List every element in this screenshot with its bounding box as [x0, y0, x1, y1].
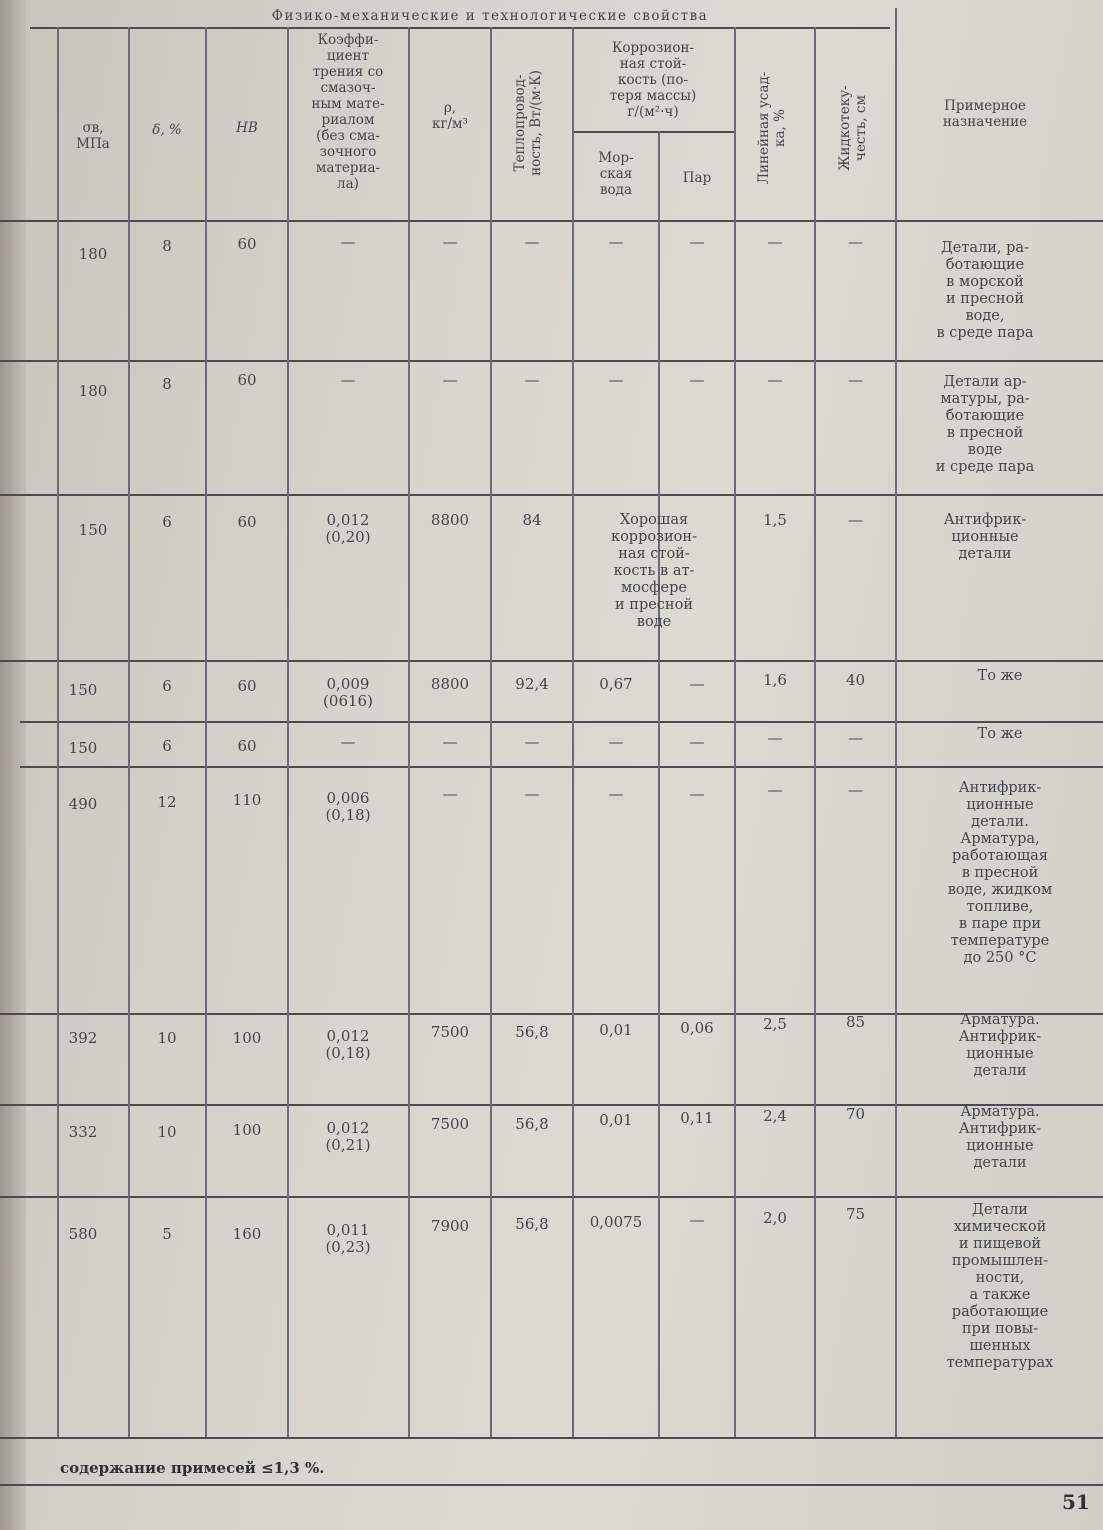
cell-fluid: —	[848, 729, 863, 747]
cell-friction: 0,012 (0,20)	[325, 511, 371, 546]
cell-friction: —	[340, 733, 356, 751]
cell-sigma: 180	[78, 382, 108, 400]
cell-sea: —	[608, 785, 624, 803]
cell-steam: —	[689, 233, 705, 251]
cell-steam: —	[689, 371, 705, 389]
cell-shrink: —	[767, 781, 783, 799]
cell-hb: 100	[232, 1121, 262, 1139]
cell-sigma: 392	[68, 1029, 98, 1047]
cell-fluid: —	[848, 511, 863, 529]
cell-fluid: —	[848, 781, 863, 799]
cell-fluid: —	[848, 233, 863, 251]
cell-thermal: —	[524, 233, 540, 251]
row-rule	[0, 360, 1103, 362]
row-rule	[0, 494, 1103, 496]
cell-friction: 0,006 (0,18)	[325, 789, 371, 824]
cell-fluid: 75	[845, 1205, 866, 1223]
cell-thermal: —	[524, 785, 540, 803]
cell-hb: 60	[237, 513, 257, 531]
cell-steam: —	[689, 1211, 705, 1229]
cell-sigma: 150	[68, 681, 98, 699]
cell-sigma: 180	[78, 245, 108, 263]
cell-purpose: Антифрик- ционные детали. Арматура, работающая в пресной воде, жидком топливе, в паре при температуре до 250 °С	[947, 780, 1053, 966]
cell-delta: 6	[162, 513, 172, 531]
header-density: ρ, кг/м³	[432, 100, 468, 132]
column-rule	[658, 131, 660, 1437]
cell-hb: 60	[237, 235, 257, 253]
cell-density: 7500	[430, 1115, 470, 1133]
cell-purpose: Детали химической и пищевой промышлен- ности, а также работающие при повы- шенных температурах	[946, 1202, 1054, 1371]
cell-friction: —	[340, 233, 356, 251]
cell-thermal: 92,4	[515, 675, 549, 693]
cell-shrink: —	[767, 233, 783, 251]
cell-sigma: 580	[68, 1225, 98, 1243]
header-sigma: σв, МПа	[76, 120, 110, 152]
cell-friction: 0,009 (0616)	[323, 675, 373, 710]
cell-purpose: Антифрик- ционные детали	[943, 512, 1027, 562]
cell-thermal: —	[524, 371, 540, 389]
cell-density: 7900	[430, 1217, 470, 1235]
cell-friction: 0,011 (0,23)	[325, 1221, 371, 1256]
cell-fluid: —	[848, 371, 863, 389]
cell-delta: 8	[162, 237, 172, 255]
cell-shrink: 1,6	[763, 671, 787, 689]
cell-shrink: 1,5	[763, 511, 787, 529]
cell-shrink: 2,5	[763, 1015, 787, 1033]
cell-sigma: 150	[68, 739, 98, 757]
row-rule	[0, 1196, 1103, 1198]
cell-sea: 0,67	[599, 675, 633, 693]
corrosion-subheader-rule	[572, 131, 734, 133]
cell-sigma: 332	[68, 1123, 98, 1141]
cell-fluid: 70	[845, 1105, 866, 1123]
cell-sea: 0,01	[599, 1021, 633, 1039]
cell-delta: 10	[157, 1029, 177, 1047]
group-title: Физико-механические и технологические свойства	[271, 8, 709, 24]
header-fluidity: Жидкотеку- честь, см	[837, 85, 869, 171]
header-delta: δ, %	[152, 122, 182, 138]
cell-thermal: 56,8	[515, 1115, 549, 1133]
cell-thermal: 56,8	[515, 1215, 549, 1233]
footnote-rule	[0, 1484, 1103, 1486]
cell-shrink: —	[767, 729, 783, 747]
header-steam: Пар	[682, 170, 712, 186]
cell-hb: 60	[237, 371, 257, 389]
cell-hb: 110	[232, 791, 262, 809]
cell-shrink: —	[767, 371, 783, 389]
header-corrosion: Коррозион- ная стой- кость (по- теря массы) г/(м²·ч)	[609, 40, 697, 120]
cell-density: —	[442, 733, 458, 751]
cell-shrink: 2,0	[763, 1209, 787, 1227]
cell-steam: —	[689, 675, 705, 693]
cell-sea: —	[608, 233, 624, 251]
header-thermal: Теплопровод- ность, Вт/(м·К)	[512, 70, 544, 176]
cell-density: 8800	[430, 511, 470, 529]
header-hb: НВ	[236, 120, 258, 136]
cell-friction: —	[340, 371, 356, 389]
cell-density: —	[442, 785, 458, 803]
header-purpose: Примерное назначение	[942, 98, 1028, 130]
cell-steam: —	[689, 785, 705, 803]
column-rule	[895, 8, 897, 1437]
cell-sea: —	[608, 733, 624, 751]
cell-delta: 8	[162, 375, 172, 393]
footnote: содержание примесей ≤1,3 %.	[60, 1459, 325, 1477]
cell-density: 7500	[430, 1023, 470, 1041]
cell-delta: 12	[157, 793, 177, 811]
cell-delta: 6	[162, 677, 172, 695]
cell-density: 8800	[430, 675, 470, 693]
cell-purpose: Детали, ра- ботающие в морской и пресной воде, в среде пара	[936, 240, 1034, 341]
header-shrinkage: Линейная усад- ка, %	[756, 71, 788, 185]
cell-thermal: 84	[522, 511, 542, 529]
cell-hb: 60	[237, 737, 257, 755]
cell-purpose: То же	[977, 668, 1023, 684]
cell-density: —	[442, 233, 458, 251]
cell-thermal: —	[524, 733, 540, 751]
cell-fluid: 85	[845, 1013, 866, 1031]
cell-steam: 0,06	[680, 1019, 714, 1037]
cell-sea: —	[608, 371, 624, 389]
cell-sea: 0,01	[599, 1111, 633, 1129]
table-top-rule	[30, 27, 890, 29]
header-bottom-rule	[0, 220, 1103, 222]
row-rule	[20, 766, 1103, 768]
cell-purpose: Арматура. Антифрик- ционные детали	[958, 1104, 1042, 1171]
cell-sigma: 150	[78, 521, 108, 539]
header-sea-water: Мор- ская вода	[598, 150, 634, 198]
cell-purpose: Арматура. Антифрик- ционные детали	[958, 1012, 1042, 1079]
row-rule	[0, 660, 1103, 662]
cell-purpose: Детали ар- матуры, ра- ботающие в пресной воде и среде пара	[935, 374, 1035, 475]
cell-steam: 0,11	[680, 1109, 714, 1127]
cell-hb: 160	[232, 1225, 262, 1243]
cell-fluid: 40	[845, 671, 866, 689]
cell-hb: 100	[232, 1029, 262, 1047]
cell-sigma: 490	[68, 795, 98, 813]
page-number: 51	[1062, 1490, 1090, 1514]
cell-friction: 0,012 (0,21)	[325, 1119, 371, 1154]
cell-thermal: 56,8	[515, 1023, 549, 1041]
cell-delta: 6	[162, 737, 172, 755]
cell-purpose: То же	[977, 726, 1023, 742]
cell-hb: 60	[237, 677, 257, 695]
cell-corrosion-note: Хорошая коррозион- ная стой- кость в ат- мосфере и пресной воде	[611, 512, 697, 630]
cell-delta: 10	[157, 1123, 177, 1141]
cell-delta: 5	[162, 1225, 172, 1243]
header-friction: Коэффи- циент трения со смазоч- ным мате- риалом (без сма- зочного материа- ла)	[311, 32, 385, 192]
table-bottom-rule	[0, 1437, 1103, 1439]
row-rule	[20, 721, 1103, 723]
cell-shrink: 2,4	[763, 1107, 787, 1125]
cell-density: —	[442, 371, 458, 389]
cell-sea: 0,0075	[589, 1213, 643, 1231]
cell-steam: —	[689, 733, 705, 751]
cell-friction: 0,012 (0,18)	[325, 1027, 371, 1062]
